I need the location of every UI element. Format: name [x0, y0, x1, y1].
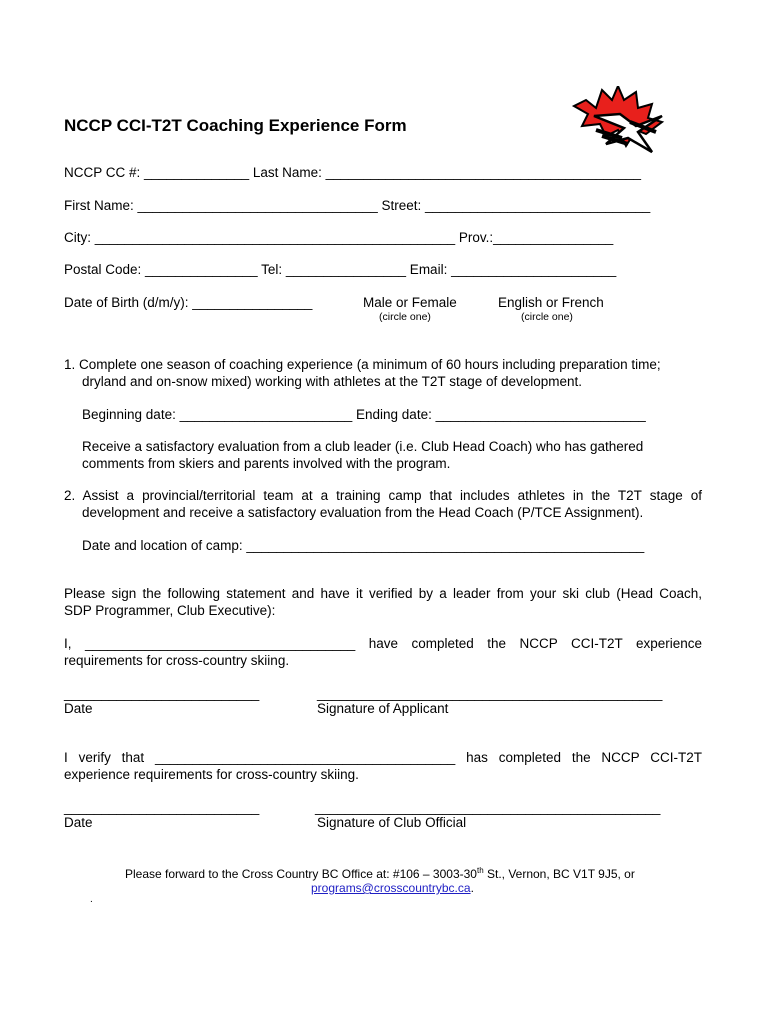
- footer-text-b: St., Vernon, BC V1T 9J5, or: [483, 867, 635, 881]
- footer-email-line: [311, 880, 474, 896]
- footer-superscript: th: [476, 866, 484, 875]
- language-note: (circle one): [521, 311, 573, 323]
- applicant-signature-label: Signature of Applicant: [317, 701, 449, 716]
- field-row-postal-tel-email[interactable]: Postal Code: _______________ Tel: ________________ Email: ______________________: [64, 262, 617, 277]
- gender-note: (circle one): [379, 311, 431, 323]
- field-camp-date-location[interactable]: Date and location of camp: _____________________________________________________: [82, 538, 645, 553]
- crosscountry-bc-logo: [566, 86, 686, 154]
- field-beginning-ending-date[interactable]: Beginning date: _______________________ Ending date: ____________________________: [82, 407, 646, 422]
- form-title: NCCP CCI-T2T Coaching Experience Form: [64, 116, 407, 135]
- applicant-signature-line[interactable]: ______________________________________________: [317, 686, 663, 701]
- footer-period: .: [470, 881, 474, 895]
- field-date-of-birth[interactable]: Date of Birth (d/m/y): ________________: [64, 295, 313, 310]
- applicant-statement-line-1[interactable]: I, ____________________________________ have completed the NCCP CCI-T2T experience: [64, 636, 702, 651]
- gender-choice[interactable]: Male or Female: [363, 295, 457, 310]
- statement-line-1: Please sign the following statement and have it verified by a leader from your ski club (Head Coach,: [64, 586, 702, 601]
- official-date-line[interactable]: __________________________: [64, 800, 260, 815]
- official-signature-line[interactable]: ______________________________________________: [315, 800, 661, 815]
- stray-dot: .: [90, 894, 93, 905]
- evaluation-line-1: Receive a satisfactory evaluation from a club leader (i.e. Club Head Coach) who has gathered: [82, 439, 644, 454]
- official-date-label: Date: [64, 815, 93, 830]
- field-row-ccnum-lastname[interactable]: NCCP CC #: ______________ Last Name: __________________________________________: [64, 165, 641, 180]
- applicant-date-line[interactable]: __________________________: [64, 686, 260, 701]
- footer-text-a: Please forward to the Cross Country BC Office at: #106 – 3003-30: [125, 867, 477, 881]
- requirement-2-line-2: development and receive a satisfactory evaluation from the Head Coach (P/TCE Assignment).: [82, 505, 644, 520]
- requirement-1-line-2: dryland and on-snow mixed) working with athletes at the T2T stage of development.: [82, 374, 583, 389]
- official-signature-label: Signature of Club Official: [317, 815, 467, 830]
- applicant-statement-line-2: requirements for cross-country skiing.: [64, 653, 290, 668]
- statement-line-2: SDP Programmer, Club Executive):: [64, 603, 276, 618]
- applicant-date-label: Date: [64, 701, 93, 716]
- verify-statement-line-1[interactable]: I verify that ________________________________________ has completed the NCCP CCI-T2T: [64, 750, 702, 765]
- verify-statement-line-2: experience requirements for cross-country skiing.: [64, 767, 359, 782]
- field-row-city-prov[interactable]: City: ________________________________________________ Prov.:________________: [64, 230, 614, 245]
- requirement-1-line-1: 1. Complete one season of coaching experience (a minimum of 60 hours including preparation time;: [64, 357, 661, 372]
- evaluation-line-2: comments from skiers and parents involved with the program.: [82, 456, 451, 471]
- language-choice[interactable]: English or French: [498, 295, 604, 310]
- requirement-2-line-1: 2. Assist a provincial/territorial team at a training camp that includes athletes in the T2T stage of: [64, 488, 702, 503]
- footer-email-link[interactable]: programs@crosscountrybc.ca: [311, 881, 471, 895]
- field-row-firstname-street[interactable]: First Name: ________________________________ Street: ______________________________: [64, 198, 651, 213]
